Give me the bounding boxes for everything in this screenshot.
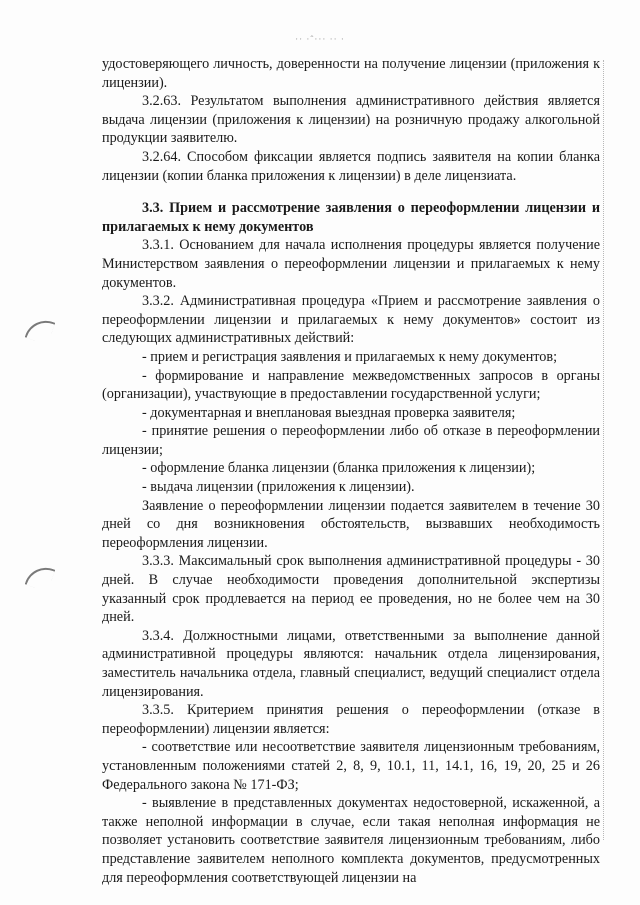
paragraph: 3.3.2. Административная процедура «Прием и рассмотрение заявления о переоформлении лицензии и прилагаемых к нему документов» состоит из следующих административных действий:	[102, 293, 600, 347]
paragraph: удостоверяющего личность, доверенности на получение лицензии (приложения к лицензии).	[102, 56, 600, 91]
punch-hole-mark	[25, 562, 56, 593]
paragraph: 3.3.1. Основанием для начала исполнения процедуры является получение Министерством заявления о переоформлении лицензии и прилагаемых к нему документов.	[102, 237, 600, 291]
list-item: - выявление в представленных документах недостоверной, искаженной, а также неполной информации в случае, если такая неполная информация не позволяет установить соответствие заявителя лицензионным требованиям, либо представление заявителем неполного комплекта документов, предусмотренных для переоформления соответствующей лицензии на	[102, 795, 600, 886]
paragraph: 3.3.3. Максимальный срок выполнения административной процедуры - 30 дней. В случае необходимости проведения дополнительной экспертизы указанный срок продлевается на период ее проведения, но не более чем на 30 дней.	[102, 553, 600, 626]
list-item: - документарная и внеплановая выездная проверка заявителя;	[142, 404, 516, 421]
document-body	[102, 55, 600, 887]
scan-fold-line	[602, 60, 604, 840]
section-heading: 3.3. Прием и рассмотрение заявления о переоформлении лицензии и прилагаемых к нему документов	[102, 200, 600, 235]
scan-header-mark: ·· ·ˆ··· ·· ·	[295, 34, 345, 44]
paragraph: 3.2.64. Способом фиксации является подпись заявителя на копии бланка лицензии (копии бланка приложения к лицензии) в деле лицензиата.	[102, 148, 600, 184]
paragraph: 3.3.5. Критерием принятия решения о переоформлении (отказе в переоформлении) лицензии является:	[102, 702, 600, 737]
punch-hole-mark	[25, 315, 56, 346]
list-item: - оформление бланка лицензии (бланка приложения к лицензии);	[142, 460, 536, 477]
paragraph: Заявление о переоформлении лицензии подается заявителем в течение 30 дней со дня возникновения обстоятельств, вызвавших необходимость переоформления лицензии.	[102, 497, 600, 551]
list-item: - выдача лицензии (приложения к лицензии).	[142, 479, 415, 496]
paragraph: 3.2.63. Результатом выполнения административного действия является выдача лицензии (приложения к лицензии) на розничную продажу алкогольной продукции заявителю.	[102, 93, 600, 147]
list-item: - соответствие или несоответствие заявителя лицензионным требованиям, установленным положениями статей 2, 8, 9, 10.1, 11, 14.1, 16, 19, 20, 25 и 26 Федерального закона № 171-ФЗ;	[102, 739, 600, 793]
list-item: - прием и регистрация заявления и прилагаемых к нему документов;	[142, 348, 558, 365]
list-item: - принятие решения о переоформлении либо об отказе в переоформлении лицензии;	[102, 423, 600, 458]
paragraph: 3.3.4. Должностными лицами, ответственными за выполнение данной административной процедуры являются: начальник отдела лицензирования, заместитель начальника отдела, главный специалист, ведущий специалист отдела лицензирования.	[102, 627, 600, 700]
list-item: - формирование и направление межведомственных запросов в органы (организации), участвующие в предоставлении государственной услуги;	[102, 367, 600, 403]
